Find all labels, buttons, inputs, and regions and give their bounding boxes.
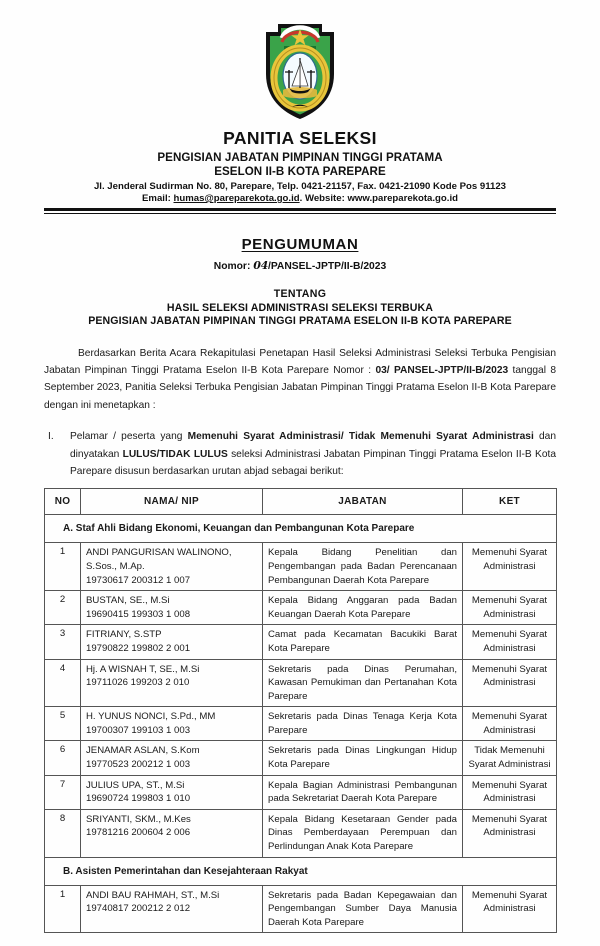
candidate-nip: 19730617 200312 1 007 [86, 574, 191, 586]
cell-keterangan: Memenuhi Syarat Administrasi [463, 885, 557, 933]
table-body [45, 515, 557, 933]
cell-no: 5 [45, 707, 81, 741]
column-header-no: NO [45, 489, 81, 515]
table-row [45, 625, 557, 659]
cell-keterangan: Memenuhi Syarat Administrasi [463, 659, 557, 707]
table-group-row [45, 515, 557, 543]
item1-bold-1: Memenuhi Syarat Administrasi/ Tidak Memenuhi Syarat Administrasi [187, 431, 534, 443]
item1-text-part-3: seleksi Administrasi Jabatan Pimpinan Tinggi Pratama Eselon II-B Kota Parepare disusun berdasarkan urutan abjad sebagai berikut: [70, 448, 556, 477]
column-header-nama-nip: NAMA/ NIP [81, 489, 263, 515]
cell-keterangan: Tidak Memenuhi Syarat Administrasi [463, 741, 557, 775]
cell-no: 7 [45, 775, 81, 809]
cell-nama-nip [81, 741, 263, 775]
cell-nama-nip [81, 885, 263, 933]
column-header-jabatan: JABATAN [263, 489, 463, 515]
cell-jabatan: Kepala Bidang Penelitian dan Pengembangan pada Badan Perencanaan Pembangunan Daerah Kota Parepare [263, 543, 463, 591]
cell-no: 4 [45, 659, 81, 707]
intro-paragraph [44, 345, 556, 415]
table-header-row [45, 489, 557, 515]
table-row [45, 707, 557, 741]
item1-text-part-1: Pelamar / peserta yang [70, 431, 188, 443]
column-header-ket: KET [463, 489, 557, 515]
email-address[interactable]: humas@pareparekota.go.id [173, 193, 300, 204]
candidate-nip: 19690415 199303 1 008 [86, 608, 191, 620]
table-group-row [45, 857, 557, 885]
cell-no: 2 [45, 591, 81, 625]
nomor-handwritten-value: 04 [253, 258, 268, 272]
organization-name: PANITIA SELEKSI [223, 128, 377, 148]
cell-keterangan: Memenuhi Syarat Administrasi [463, 543, 557, 591]
cell-nama-nip [81, 625, 263, 659]
list-item-text [70, 428, 556, 480]
cell-keterangan: Memenuhi Syarat Administrasi [463, 625, 557, 659]
candidate-name: BUSTAN, SE., M.Si [86, 595, 170, 607]
tentang-label: TENTANG [273, 287, 327, 300]
cell-jabatan: Sekretaris pada Dinas Lingkungan Hidup Kota Parepare [263, 741, 463, 775]
email-label: Email: [142, 193, 171, 204]
website-address[interactable]: www.pareparekota.go.id [347, 193, 458, 204]
candidate-nip: 19790822 199802 2 001 [86, 642, 191, 654]
organization-subtitle-1: PENGISIAN JABATAN PIMPINAN TINGGI PRATAMA [157, 151, 443, 164]
candidate-nip: 19711026 199203 2 010 [86, 677, 190, 689]
nomor-label: Nomor: [213, 260, 251, 272]
cell-jabatan: Camat pada Kecamatan Bacukiki Barat Kota Parepare [263, 625, 463, 659]
candidate-name: H. YUNUS NONCI, S.Pd., MM [86, 711, 216, 723]
logo-container [0, 12, 600, 124]
candidate-nip: 19700307 199103 1 003 [86, 724, 191, 736]
table-row [45, 809, 557, 857]
candidate-name: JENAMAR ASLAN, S.Kom [86, 745, 200, 757]
candidate-name: FITRIANY, S.STP [86, 629, 162, 641]
candidate-nip: 19770523 200212 1 003 [86, 759, 191, 771]
cell-keterangan: Memenuhi Syarat Administrasi [463, 707, 557, 741]
title-block [0, 236, 600, 327]
cell-jabatan: Sekretaris pada Dinas Tenaga Kerja Kota Parepare [263, 707, 463, 741]
list-item-roman-1 [44, 428, 556, 480]
cell-no: 6 [45, 741, 81, 775]
letterhead-rule-thick [44, 208, 556, 211]
nomor-rest: /PANSEL-JPTP/II-B/2023 [267, 260, 387, 272]
cell-nama-nip [81, 775, 263, 809]
table-row [45, 775, 557, 809]
table-group-title: A. Staf Ahli Bidang Ekonomi, Keuangan dan Pembangunan Kota Parepare [45, 515, 557, 543]
candidate-name: JULIUS UPA, ST., M.Si [86, 779, 185, 791]
cell-no: 8 [45, 809, 81, 857]
cell-jabatan: Kepala Bagian Administrasi Pembangunan pada Sekretariat Daerah Kota Parepare [263, 775, 463, 809]
candidate-nip: 19740817 200212 2 012 [86, 903, 191, 915]
candidate-name: ANDI BAU RAHMAH, ST., M.Si [86, 889, 220, 901]
item1-text-part-2: dan dinyatakan [70, 431, 556, 460]
cell-no: 1 [45, 885, 81, 933]
table-row [45, 885, 557, 933]
intro-text-part-2: tanggal 8 September 2023, Panitia Seleksi Terbuka Pengisian Jabatan Pimpinan Tinggi Pratama Eselon II-B Kota Parepare dengan ini menetapkan : [44, 364, 556, 411]
cell-jabatan: Sekretaris pada Dinas Perumahan, Kawasan Pemukiman dan Pertanahan Kota Parepare [263, 659, 463, 707]
document-number [0, 259, 600, 272]
cell-nama-nip [81, 543, 263, 591]
table-row [45, 543, 557, 591]
cell-nama-nip [81, 591, 263, 625]
cell-keterangan: Memenuhi Syarat Administrasi [463, 591, 557, 625]
table-row [45, 659, 557, 707]
list-item-number: I. [48, 431, 54, 443]
item1-bold-2: LULUS/TIDAK LULUS [122, 448, 228, 460]
reference-number-bold: 03/ PANSEL-JPTP/II-B/2023 [375, 364, 509, 376]
organization-address: Jl. Jenderal Sudirman No. 80, Parepare, Telp. 0421-21157, Fax. 0421-21090 Kode Pos 91123 [93, 181, 507, 192]
candidate-name: SRIYANTI, SKM., M.Kes [86, 813, 191, 825]
cell-jabatan: Sekretaris pada Badan Kepegawaian dan Pengembangan Sumber Daya Manusia Daerah Kota Parepare [263, 885, 463, 933]
cell-nama-nip [81, 707, 263, 741]
cell-nama-nip [81, 809, 263, 857]
cell-no: 1 [45, 543, 81, 591]
candidate-name: Hj. A WISNAH T, SE., M.Si [86, 663, 200, 675]
page-title: PENGUMUMAN [241, 235, 359, 253]
selection-results-table [44, 488, 557, 933]
document-subtitle-2: PENGISIAN JABATAN PIMPINAN TINGGI PRATAMA ESELON II-B KOTA PAREPARE [88, 314, 512, 327]
table-row [45, 591, 557, 625]
candidate-nip: 19690724 199803 1 010 [86, 793, 191, 805]
candidate-name: ANDI PANGURISAN WALINONO, S.Sos., M.Ap. [86, 547, 232, 572]
cell-jabatan: Kepala Bidang Anggaran pada Badan Keuangan Daerah Kota Parepare [263, 591, 463, 625]
letterhead [0, 0, 600, 214]
cell-nama-nip [81, 659, 263, 707]
letterhead-rule-thin [44, 213, 556, 214]
organization-subtitle-2: ESELON II-B KOTA PAREPARE [214, 165, 386, 178]
cell-keterangan: Memenuhi Syarat Administrasi [463, 775, 557, 809]
cell-keterangan: Memenuhi Syarat Administrasi [463, 809, 557, 857]
organization-contact [0, 193, 600, 204]
table-row [45, 741, 557, 775]
website-label: . Website: [299, 193, 345, 204]
table-group-title: B. Asisten Pemerintahan dan Kesejahteraan Rakyat [45, 857, 557, 885]
intro-text-part-1: Berdasarkan Berita Acara Rekapitulasi Penetapan Hasil Seleksi Administrasi Seleksi Terbuka Pengisian Jabatan Pimpinan Tinggi Pratama Eselon II-B Kota Parepare Nomor : [44, 347, 556, 376]
cell-no: 3 [45, 625, 81, 659]
candidate-nip: 19781216 200604 2 006 [86, 827, 191, 839]
cell-jabatan: Kepala Bidang Kesetaraan Gender pada Dinas Pemberdayaan Perempuan dan Perlindungan Anak Kota Parepare [263, 809, 463, 857]
parepare-city-emblem-icon [258, 12, 342, 122]
document-subtitle-1: HASIL SELEKSI ADMINISTRASI SELEKSI TERBUKA [166, 301, 434, 314]
table-header [45, 489, 557, 515]
